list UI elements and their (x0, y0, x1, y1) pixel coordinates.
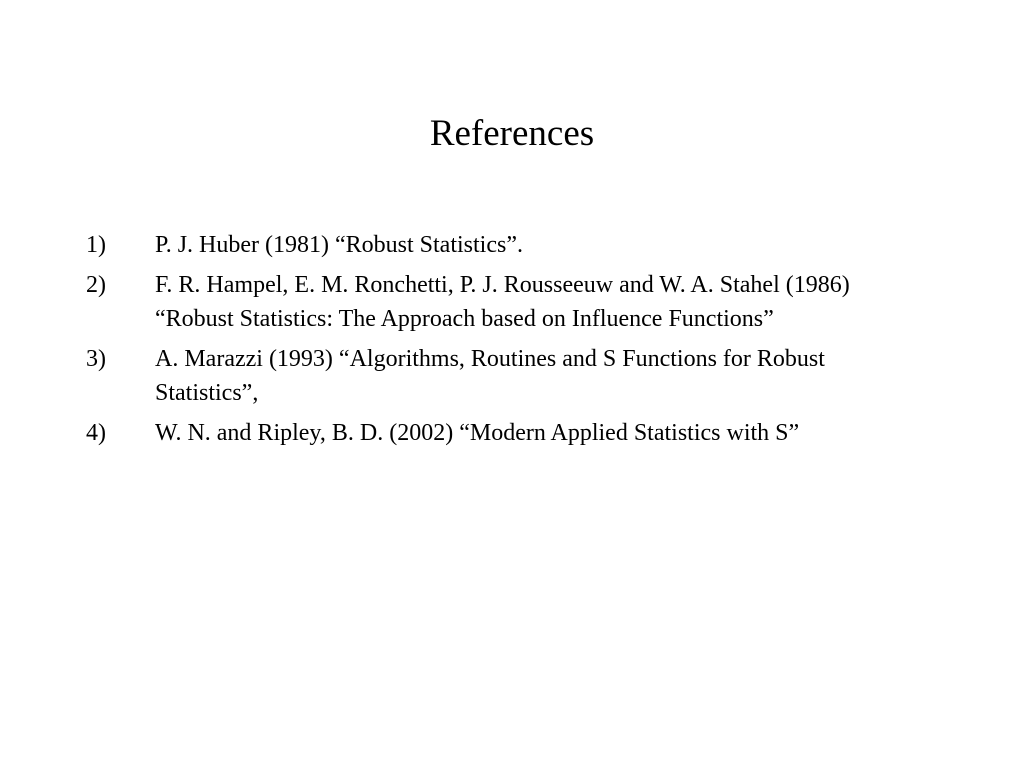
reference-number: 1) (86, 232, 106, 258)
reference-item (86, 268, 946, 336)
reference-text: A. Marazzi (1993) “Algorithms, Routines and S Functions for Robust Statistics”, (155, 346, 825, 406)
reference-item (86, 228, 946, 262)
reference-item (86, 416, 946, 450)
reference-text: P. J. Huber (1981) “Robust Statistics”. (155, 232, 523, 258)
reference-number: 3) (86, 346, 106, 372)
slide-title: References (429, 113, 595, 154)
reference-number: 2) (86, 272, 106, 298)
reference-text: F. R. Hampel, E. M. Ronchetti, P. J. Rousseeuw and W. A. Stahel (1986) “Robust Statistics: The Approach based on Influence Functions” (155, 272, 850, 332)
reference-list (86, 228, 946, 456)
reference-number: 4) (86, 420, 106, 446)
reference-text: W. N. and Ripley, B. D. (2002) “Modern Applied Statistics with S” (155, 420, 800, 446)
reference-item (86, 342, 946, 410)
